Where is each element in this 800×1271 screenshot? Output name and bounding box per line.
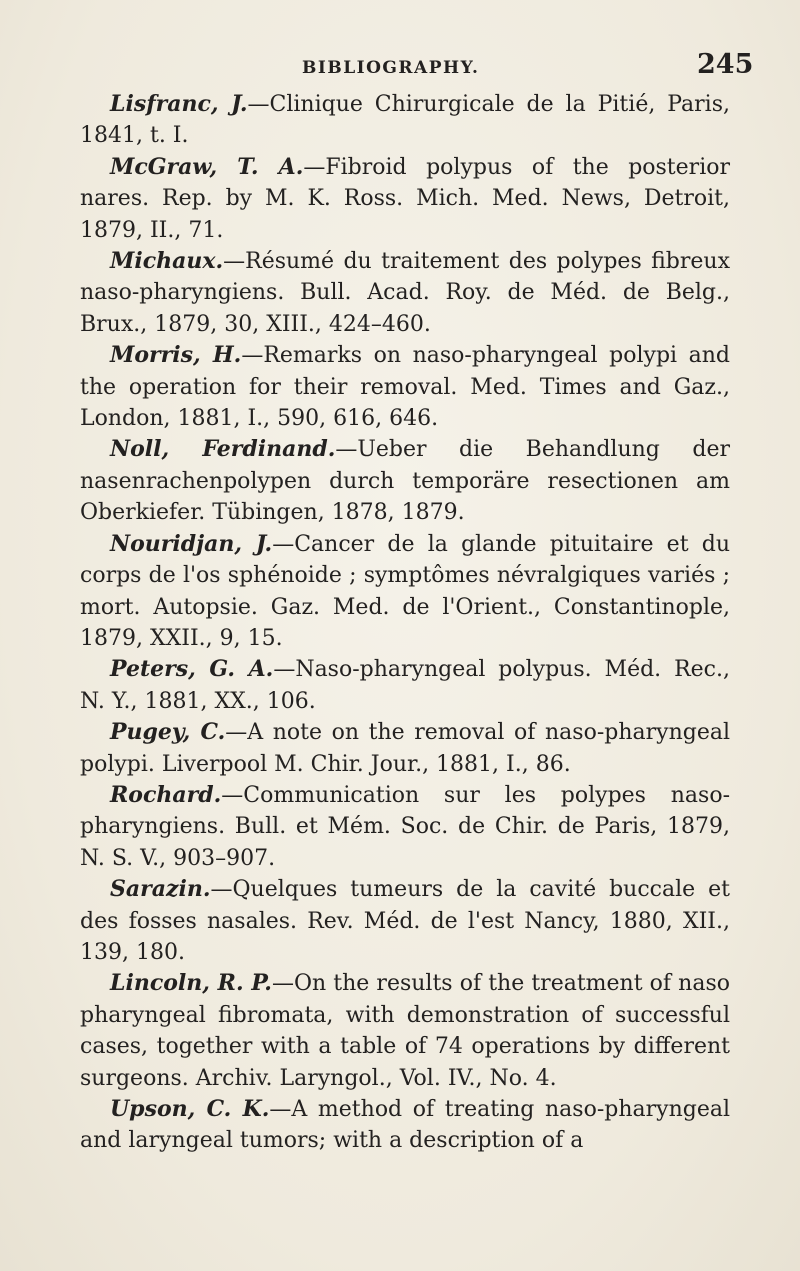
bibliography-entry [80,780,730,874]
entry-author: Sarazin. [110,876,211,903]
entry-author: Peters, G. A. [110,656,274,683]
entry-text: —Communication sur les polypes naso-pharyngiens. Bull. et Mém. Soc. de Chir. de Paris, 1879, N. S. V., 903–907. [80,782,730,871]
running-head: BIBLIOGRAPHY. [302,58,480,78]
entry-author: Noll, Ferdinand. [110,436,336,463]
entry-author: Upson, C. K. [110,1096,270,1122]
bibliography-list [80,89,730,1157]
entry-author: McGraw, T. A. [110,153,304,180]
entry-text: —Fibroid polypus of the posterior nares. Rep. by M. K. Ross. Mich. Med. News, Detroit, 1879, II., 71. [80,154,730,243]
bibliography-entry [80,434,730,528]
entry-text: —Résumé du traitement des polypes fibreux naso-pharyngiens. Bull. Acad. Roy. de Méd. de Belg., Brux., 1879, 30, XIII., 424–460. [80,249,730,337]
bibliography-entry [80,654,730,717]
entry-text: —Ueber die Behandlung der nasenrachenpolypen durch temporäre resectionen am Oberkiefer. Tübingen, 1878, 1879. [80,437,730,526]
entry-text: —Quelques tumeurs de la cavité buccale et des fosses nasales. Rev. Méd. de l'est Nancy, 1880, XII., 139, 180. [80,877,730,965]
bibliography-entry [80,246,730,340]
entry-text: —Naso-pharyngeal polypus. Méd. Rec., N. Y., 1881, XX., 106. [80,657,730,714]
bibliography-entry [80,340,730,434]
bibliography-entry [80,968,730,1094]
entry-author: Lisfranc, J. [110,91,248,117]
entry-text: —Clinique Chirurgicale de la Pitié, Paris, 1841, t. I. [80,92,730,149]
entry-author: Michaux. [110,248,224,275]
bibliography-entry [80,152,730,246]
bibliography-entry [80,874,730,968]
entry-author: Rochard. [110,781,222,808]
entry-author: Pugey, C. [110,719,226,746]
bibliography-entry [80,717,730,780]
page-number: 245 [697,49,754,80]
entry-text: —On the results of the treatment of naso pharyngeal fibromata, with demonstration of successful cases, together with a table of 74 operations by different surgeons. Archiv. Laryngol., Vol. IV., No. 4. [80,971,730,1091]
bibliography-entry [80,1094,730,1157]
entry-author: Morris, H. [110,342,242,369]
entry-text: —A method of treating naso-pharyngeal and laryngeal tumors; with a description of a [80,1097,730,1154]
entry-text: —Remarks on naso-pharyngeal polypi and the operation for their removal. Med. Times and Gaz., London, 1881, I., 590, 616, 646. [80,343,731,432]
page-header [0,48,800,82]
bibliography-entry [80,529,730,655]
bibliography-entry [80,89,730,152]
entry-author: Nouridjan, J. [110,530,273,557]
entry-text: —Cancer de la glande pituitaire et du corps de l'os sphénoide ; symptômes névralgiques variés ; mort. Autopsie. Gaz. Med. de l'Orient., Constantinople, 1879, XXII., 9, 15. [80,531,730,651]
entry-text: —A note on the removal of naso-pharyngeal polypi. Liverpool M. Chir. Jour., 1881, I., 86. [80,720,730,777]
entry-author: Lincoln, R. P. [110,970,272,997]
